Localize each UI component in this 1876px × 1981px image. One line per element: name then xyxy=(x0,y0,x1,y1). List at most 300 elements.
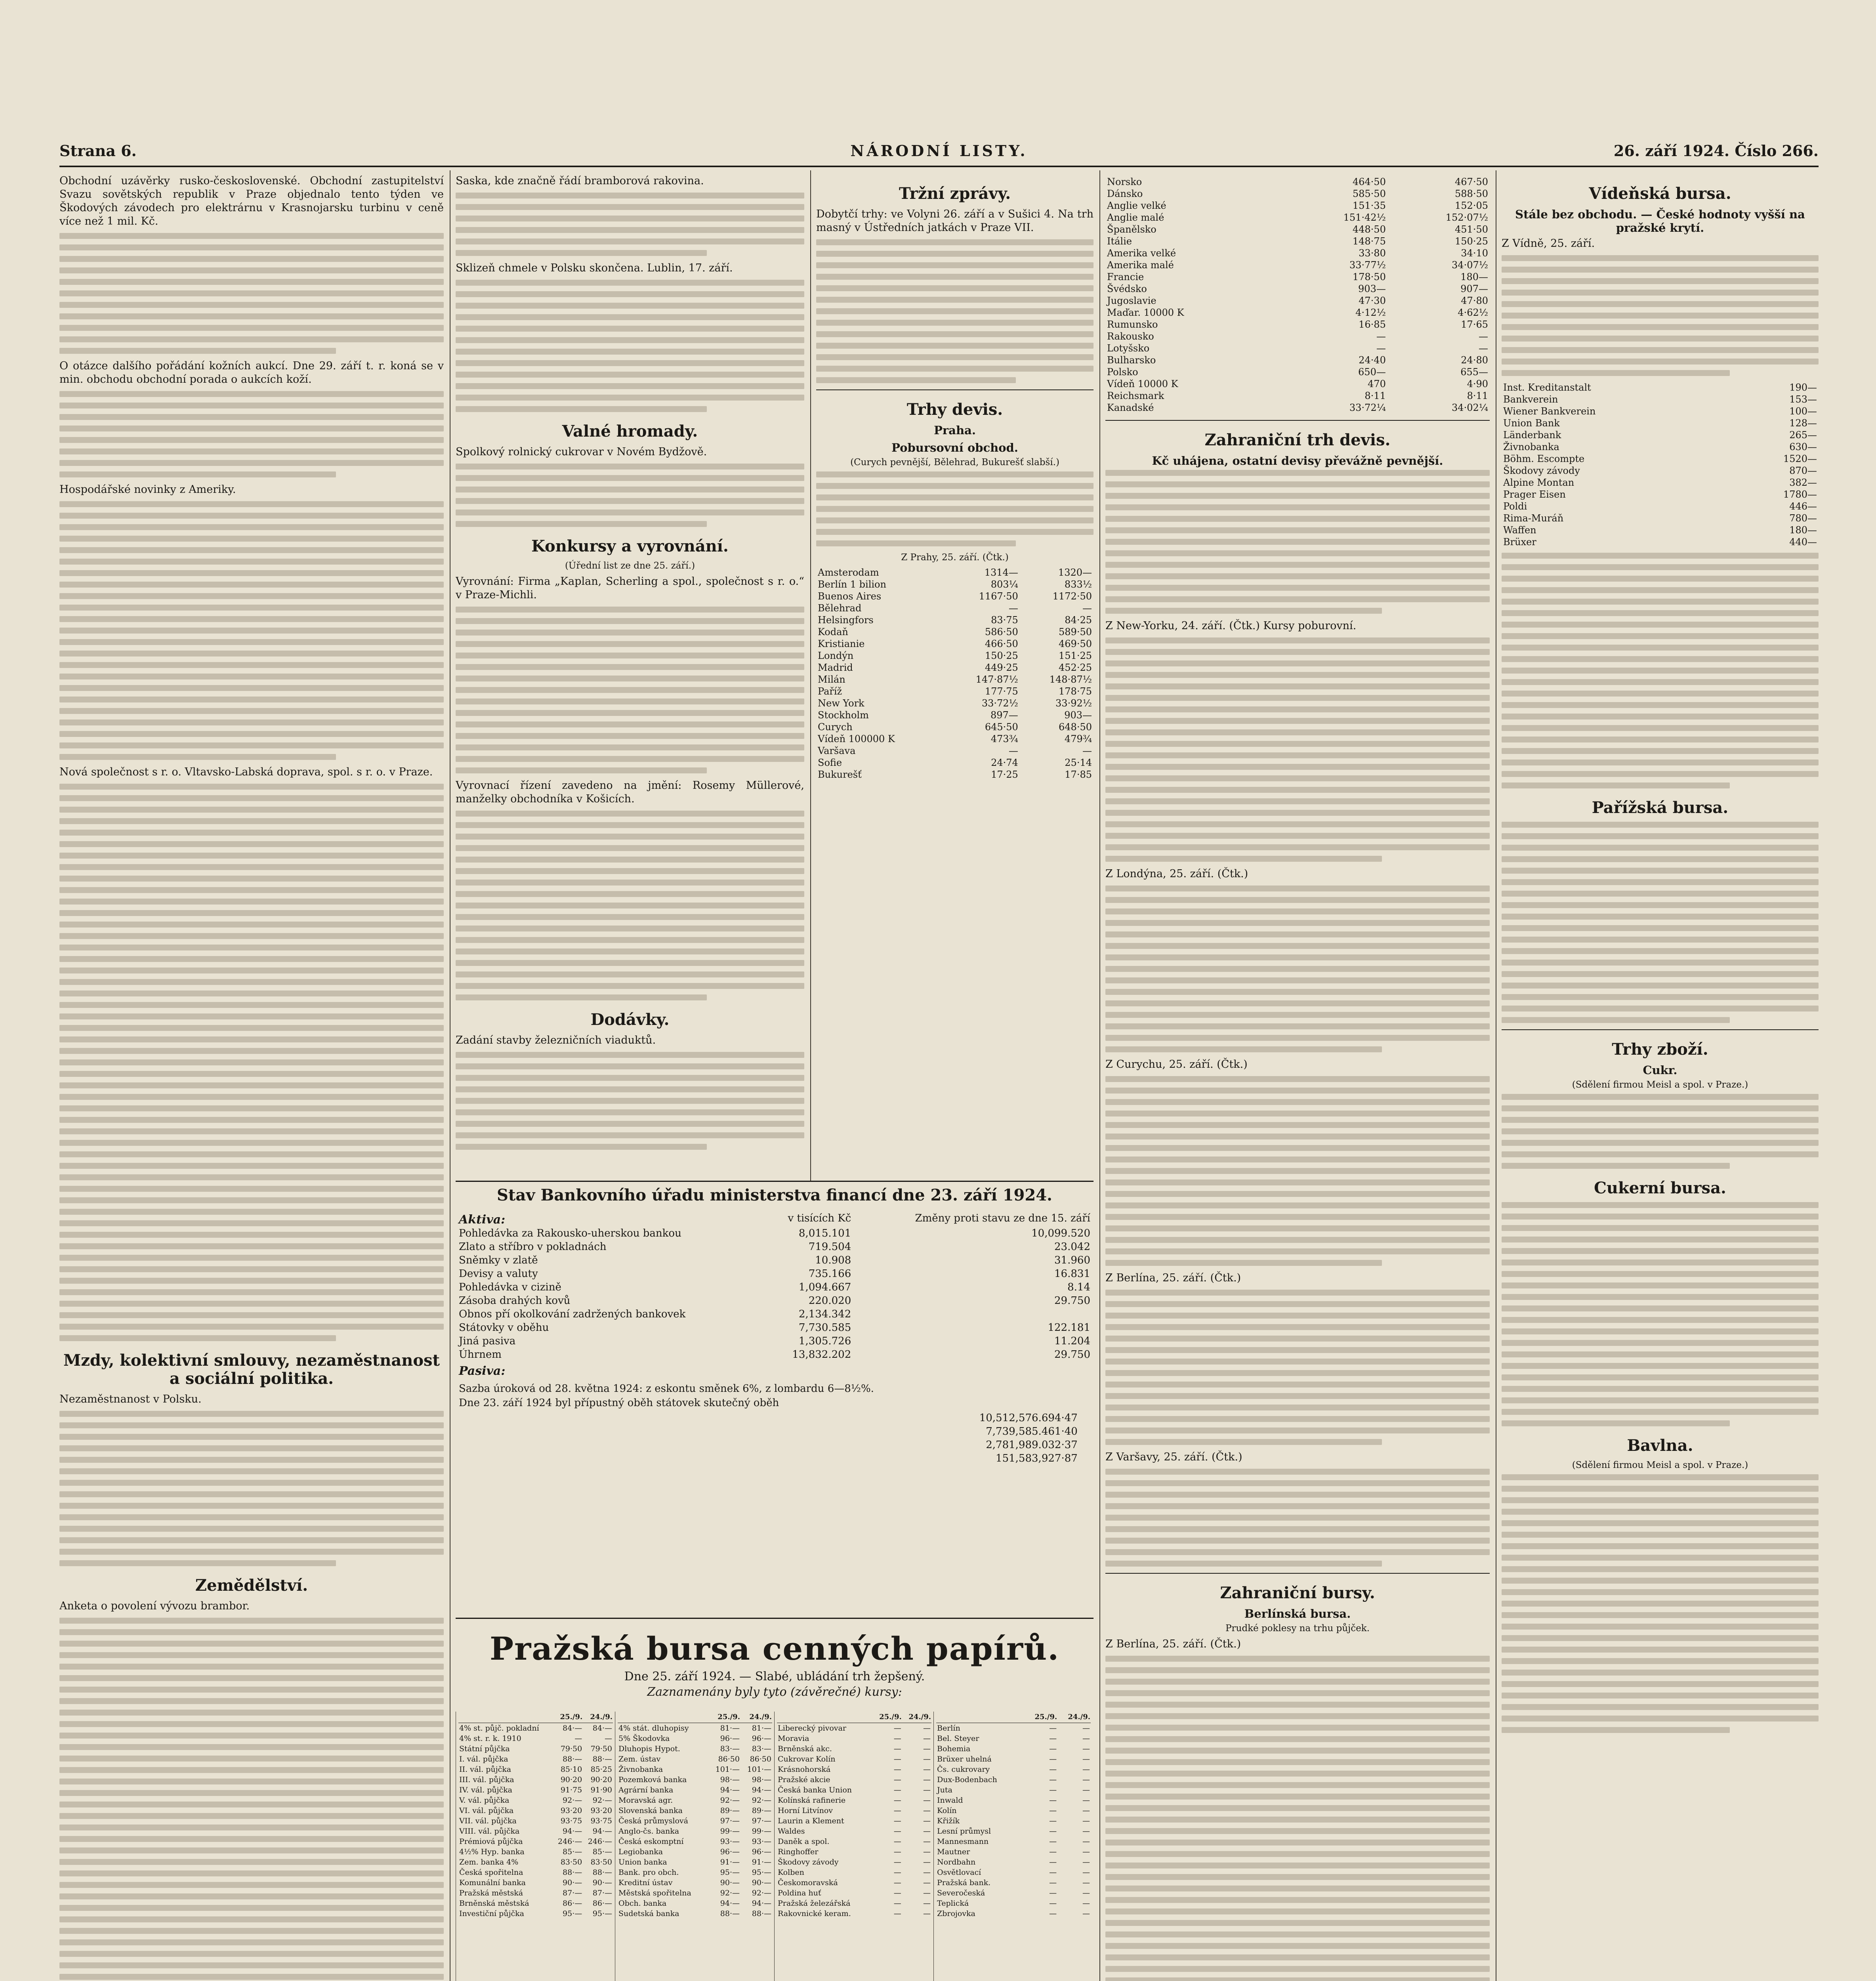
section-subheading: Stále bez obchodu. — České hodnoty vyšší na pražské krytí. xyxy=(1515,208,1805,235)
fx-row xyxy=(1105,354,1490,366)
row-value: — xyxy=(923,1744,931,1753)
row-value: 382— xyxy=(1789,477,1817,488)
row-label: Inwald xyxy=(937,1796,963,1805)
bourse-row xyxy=(777,1805,931,1816)
row-value: 589·50 xyxy=(1059,626,1092,637)
row-value: 803¼ xyxy=(990,579,1018,590)
quote-row xyxy=(1502,393,1819,405)
row-value: 246·— xyxy=(588,1837,612,1846)
row-label: Městská spořitelna xyxy=(618,1889,691,1897)
section-heading: Trhy devis. xyxy=(907,400,1003,419)
row-label: Českomoravská xyxy=(778,1878,838,1887)
rate-note: Sazba úroková od 28. května 1924: z eskontu směnek 6%, z lombardu 6—8½%. xyxy=(459,1383,874,1395)
section-heading: Dodávky. xyxy=(590,1010,670,1029)
row-value: 93·75 xyxy=(590,1817,612,1825)
row-value: — xyxy=(923,1765,931,1774)
row-value: — xyxy=(1049,1889,1057,1897)
row-value: 148·75 xyxy=(1352,236,1386,247)
bourse-row xyxy=(618,1754,772,1764)
row-label: Rumunsko xyxy=(1107,319,1158,330)
row-value: — xyxy=(893,1765,901,1774)
fx-row xyxy=(816,721,1094,733)
row-label: Stockholm xyxy=(818,710,869,721)
row-value: 94·— xyxy=(720,1786,740,1794)
row-label: Živnobanka xyxy=(618,1765,663,1774)
bourse-row xyxy=(936,1826,1091,1836)
bourse-row xyxy=(777,1795,931,1805)
section-heading: Tržní zprávy. xyxy=(899,184,1011,203)
row-label: Lotyšsko xyxy=(1107,343,1150,354)
row-label: Pozemková banka xyxy=(618,1775,687,1784)
row-label: Norsko xyxy=(1107,176,1142,187)
bourse-row xyxy=(458,1795,613,1805)
article-paragraph: Z Berlína, 25. září. (Čtk.) xyxy=(1105,1638,1241,1650)
fx-row xyxy=(1105,366,1490,378)
row-label: 4% stát. dluhopisy xyxy=(618,1724,689,1733)
row-value: 86·50 xyxy=(750,1755,771,1763)
row-value: — xyxy=(1049,1755,1057,1763)
row-label: Francie xyxy=(1107,271,1144,282)
row-label: Zem. ústav xyxy=(618,1755,661,1763)
sum-value: 10,512,576.694·47 xyxy=(979,1412,1078,1424)
row-value: 33·92½ xyxy=(1055,698,1092,709)
row-value: 90·20 xyxy=(560,1775,582,1784)
text-lines xyxy=(456,193,804,256)
quote-row xyxy=(1502,512,1819,524)
row-label: Sudetská banka xyxy=(618,1909,679,1918)
row-value: 31.960 xyxy=(1054,1254,1090,1266)
bourse-row xyxy=(777,1754,931,1764)
row-value: 96·— xyxy=(720,1734,740,1743)
quote-row xyxy=(1502,429,1819,441)
row-label: II. vál. půjčka xyxy=(459,1765,511,1774)
bourse-row xyxy=(618,1836,772,1847)
section-rule xyxy=(1105,420,1490,421)
row-value: 94·— xyxy=(720,1899,740,1908)
statement-title: Stav Bankovního úřadu ministerstva financí dne 23. září 1924. xyxy=(497,1186,1052,1204)
row-value: 34·02¼ xyxy=(1452,402,1488,413)
section-heading: Zahraniční bursy. xyxy=(1220,1584,1375,1602)
date-header: 24./9. xyxy=(1057,1712,1091,1723)
row-value: 93·20 xyxy=(560,1806,582,1815)
article-paragraph: Vyrovnání: Firma „Kaplan, Scherling a spol., společnost s r. o.“ v Praze-Michli. xyxy=(456,575,804,601)
row-value: 92·— xyxy=(752,1889,771,1897)
row-value: 147·87½ xyxy=(975,674,1018,685)
fx-row xyxy=(816,590,1094,602)
row-value: — xyxy=(893,1806,901,1815)
row-value: — xyxy=(1082,1775,1090,1784)
section-heading: Pařížská bursa. xyxy=(1592,798,1729,817)
section-subheading: (Úřední list ze dne 25. září.) xyxy=(565,561,695,571)
row-value: 85·— xyxy=(563,1847,582,1856)
text-lines xyxy=(1502,255,1819,376)
row-value: — xyxy=(1049,1868,1057,1877)
bourse-row xyxy=(458,1785,613,1795)
row-value: — xyxy=(923,1796,931,1805)
article-paragraph: Anketa o povolení vývozu brambor. xyxy=(59,1600,250,1612)
bourse-row xyxy=(618,1898,772,1908)
row-value: 780— xyxy=(1789,513,1817,524)
text-lines xyxy=(1105,1469,1490,1567)
bourse-row xyxy=(458,1805,613,1816)
quote-row xyxy=(1502,500,1819,512)
section-subheading: Cukr. xyxy=(1643,1063,1678,1077)
statement-row xyxy=(456,1281,1094,1294)
vienna-table xyxy=(1502,382,1819,548)
article-paragraph: Z Varšavy, 25. září. (Čtk.) xyxy=(1105,1451,1242,1463)
row-value: 4·62½ xyxy=(1458,307,1488,318)
bourse-row xyxy=(777,1744,931,1754)
row-value: 79·50 xyxy=(590,1744,612,1753)
bourse-row xyxy=(777,1836,931,1847)
row-label: Curych xyxy=(818,721,853,733)
row-value: 95·— xyxy=(752,1868,771,1877)
row-value: — xyxy=(923,1806,931,1815)
fx-row xyxy=(1105,402,1490,414)
statement-table xyxy=(456,1210,1094,1378)
row-label: Prager Eisen xyxy=(1503,489,1566,500)
fx-row xyxy=(1105,259,1490,271)
row-value: 178·50 xyxy=(1352,271,1386,282)
row-value: 17·85 xyxy=(1065,769,1092,780)
row-value: 10,099.520 xyxy=(1031,1227,1090,1239)
row-value: — xyxy=(1049,1765,1057,1774)
row-label: Horní Litvínov xyxy=(778,1806,833,1815)
bourse-row xyxy=(777,1816,931,1826)
row-value: 93·75 xyxy=(560,1817,582,1825)
row-value: — xyxy=(1479,331,1488,342)
row-value: 101·— xyxy=(715,1765,740,1774)
text-lines xyxy=(816,471,1094,546)
row-label: Londýn xyxy=(818,650,854,661)
row-value: 88·— xyxy=(752,1909,771,1918)
quote-row xyxy=(1502,417,1819,429)
row-value: 33·72¼ xyxy=(1349,402,1386,413)
statement-row xyxy=(456,1267,1094,1281)
row-label: Živnobanka xyxy=(1503,441,1559,452)
row-value: — xyxy=(1049,1909,1057,1918)
row-value: 86·50 xyxy=(718,1755,740,1763)
row-value: 97·— xyxy=(752,1817,771,1825)
row-label: Bukurešť xyxy=(818,769,862,780)
row-value: 86·— xyxy=(563,1899,582,1908)
bourse-row xyxy=(936,1867,1091,1878)
row-label: Inst. Kreditanstalt xyxy=(1503,382,1591,393)
fx-row xyxy=(816,733,1094,745)
text-lines xyxy=(1105,637,1490,862)
text-lines xyxy=(456,607,804,773)
row-value: 11.204 xyxy=(1054,1335,1090,1347)
bourse-row xyxy=(458,1878,613,1888)
row-value: — xyxy=(893,1724,901,1733)
header-rule xyxy=(59,166,1819,167)
bourse-row xyxy=(618,1795,772,1805)
row-value: — xyxy=(1082,1796,1090,1805)
row-value: — xyxy=(1082,1806,1090,1815)
row-value: 95·— xyxy=(592,1909,612,1918)
bourse-row xyxy=(618,1723,772,1734)
row-value: 47·80 xyxy=(1461,295,1488,306)
row-value: 88·— xyxy=(592,1755,612,1763)
row-value: 479¾ xyxy=(1064,733,1092,744)
section-heading: Vídeňská bursa. xyxy=(1589,184,1731,203)
row-label: V. vál. půjčka xyxy=(459,1796,510,1805)
fx-row xyxy=(816,685,1094,697)
bourse-row xyxy=(936,1805,1091,1816)
text-lines xyxy=(1502,1094,1819,1169)
row-label: Pohledávka v cizině xyxy=(459,1281,561,1293)
bourse-row xyxy=(777,1908,931,1919)
bourse-row xyxy=(458,1816,613,1826)
row-value: — xyxy=(1082,1817,1090,1825)
row-label: Severočeská xyxy=(937,1889,985,1897)
bourse-column xyxy=(933,1712,1091,1981)
row-value: 85·25 xyxy=(590,1765,612,1774)
row-label: Švédsko xyxy=(1107,283,1147,294)
row-value: 98·— xyxy=(752,1775,771,1784)
row-label: Mautner xyxy=(937,1847,970,1856)
row-value: 87·— xyxy=(592,1889,612,1897)
column-1 xyxy=(59,174,444,1981)
row-value: — xyxy=(1082,1868,1090,1877)
fx-row xyxy=(816,697,1094,709)
row-label: Kanadské xyxy=(1107,402,1154,413)
bourse-row xyxy=(777,1847,931,1857)
row-value: — xyxy=(1049,1724,1057,1733)
row-value: — xyxy=(893,1786,901,1794)
circulation-sums xyxy=(698,1411,1081,1465)
text-lines xyxy=(456,1052,804,1150)
article-paragraph: Zadání stavby železničních viaduktů. xyxy=(456,1034,656,1046)
row-label: Bankverein xyxy=(1503,394,1558,405)
row-value: 151·25 xyxy=(1059,650,1092,661)
row-label: Madrid xyxy=(818,662,853,673)
fx-row xyxy=(1105,176,1490,188)
row-value: 10.908 xyxy=(815,1254,851,1266)
section-subheading: Berlínská bursa. xyxy=(1244,1607,1351,1620)
row-label: Zbrojovka xyxy=(937,1909,975,1918)
row-label: Osvětlovací xyxy=(937,1868,981,1877)
row-label: Devisy a valuty xyxy=(459,1268,538,1280)
bourse-row xyxy=(936,1888,1091,1898)
bourse-row xyxy=(936,1744,1091,1754)
bank-statement xyxy=(456,1181,1094,1619)
quote-row xyxy=(1502,524,1819,536)
row-value: 655— xyxy=(1460,366,1488,378)
text-lines xyxy=(1502,822,1819,1023)
row-value: — xyxy=(923,1889,931,1897)
row-label: Bank. pro obch. xyxy=(618,1868,679,1877)
circulation-note: Dne 23. září 1924 byl přípustný oběh státovek skutečný oběh xyxy=(459,1397,779,1409)
row-value: 1172·50 xyxy=(1052,591,1092,602)
row-value: 7,730.585 xyxy=(798,1322,851,1334)
row-value: 151·35 xyxy=(1352,200,1386,211)
bourse-row xyxy=(458,1764,613,1775)
row-label: Komunální banka xyxy=(459,1878,526,1887)
statement-row xyxy=(456,1307,1094,1321)
fx-row xyxy=(816,674,1094,685)
row-value: 94·— xyxy=(752,1899,771,1908)
bourse-note: Zaznamenány byly tyto (závěrečné) kursy: xyxy=(647,1685,902,1699)
row-value: 464·50 xyxy=(1352,176,1386,187)
row-label: Brüxer xyxy=(1503,536,1536,548)
text-lines xyxy=(1502,1202,1819,1426)
text-lines xyxy=(1502,553,1819,788)
text-lines xyxy=(816,239,1094,383)
row-value: 122.181 xyxy=(1048,1322,1090,1334)
row-value: 17·65 xyxy=(1461,319,1488,330)
bourse-row xyxy=(777,1898,931,1908)
row-value: 180— xyxy=(1460,271,1488,282)
row-value: — xyxy=(923,1755,931,1763)
bourse-column xyxy=(774,1712,931,1981)
row-value: — xyxy=(893,1878,901,1887)
bourse-row xyxy=(936,1836,1091,1847)
row-value: — xyxy=(1082,603,1092,614)
fx-row xyxy=(816,638,1094,650)
row-value: — xyxy=(1082,1889,1090,1897)
row-value: 1167·50 xyxy=(979,591,1018,602)
row-label: Pražské akcie xyxy=(778,1775,830,1784)
row-value: 84·25 xyxy=(1065,615,1092,626)
row-value: 93·— xyxy=(720,1837,740,1846)
row-value: 91·90 xyxy=(590,1786,612,1794)
row-label: Brněnská akc. xyxy=(778,1744,832,1753)
row-value: — xyxy=(1082,1724,1090,1733)
row-value: — xyxy=(893,1817,901,1825)
row-label: Vídeň 10000 K xyxy=(1107,378,1178,389)
row-label: Bulharsko xyxy=(1107,355,1156,366)
row-value: 81·— xyxy=(720,1724,740,1733)
row-value: 25·14 xyxy=(1065,757,1092,768)
row-value: — xyxy=(1049,1734,1057,1743)
row-label: Bělehrad xyxy=(818,603,862,614)
row-value: — xyxy=(923,1724,931,1733)
date-header: 25./9. xyxy=(873,1712,902,1723)
text-lines xyxy=(1105,1656,1490,1981)
article-paragraph: Z Berlína, 25. září. (Čtk.) xyxy=(1105,1272,1241,1284)
row-value: 190— xyxy=(1789,382,1817,393)
row-label: Anglie malé xyxy=(1107,212,1164,223)
row-label: Waldes xyxy=(778,1827,805,1836)
text-lines xyxy=(1105,886,1490,1052)
row-value: 91·— xyxy=(720,1858,740,1866)
row-label: Vídeň 100000 K xyxy=(818,733,895,744)
row-value: — xyxy=(893,1827,901,1836)
row-value: — xyxy=(1082,1837,1090,1846)
quote-row xyxy=(1502,453,1819,465)
row-label: Úhrnem xyxy=(459,1349,502,1361)
row-label: Rakovnické keram. xyxy=(778,1909,851,1918)
column-3 xyxy=(816,174,1094,1173)
row-value: 150·25 xyxy=(1455,236,1488,247)
text-lines xyxy=(1105,1290,1490,1445)
column-header: Změny proti stavu ze dne 15. září xyxy=(915,1212,1090,1224)
row-value: 1,305.726 xyxy=(798,1335,851,1347)
row-value: 24·40 xyxy=(1359,355,1386,366)
row-label: Rima-Muráň xyxy=(1503,513,1564,524)
section-rule xyxy=(1502,1029,1819,1030)
row-label: 4% st. půjč. pokladní xyxy=(459,1724,539,1733)
section-heading: Trhy zboží. xyxy=(1612,1040,1708,1059)
section-heading: Konkursy a vyrovnání. xyxy=(531,537,729,555)
quote-row xyxy=(1502,441,1819,453)
row-value: — xyxy=(1049,1847,1057,1856)
section-heading: Zahraniční trh devis. xyxy=(1204,431,1391,449)
masthead: NÁRODNÍ LISTY. xyxy=(850,142,1028,160)
bourse-row xyxy=(618,1857,772,1867)
row-value: 585·50 xyxy=(1352,188,1386,199)
text-lines xyxy=(59,1411,444,1566)
row-value: 96·— xyxy=(752,1847,771,1856)
row-value: — xyxy=(923,1909,931,1918)
quote-row xyxy=(1502,477,1819,489)
row-value: — xyxy=(893,1837,901,1846)
row-label: Pražská bank. xyxy=(937,1878,991,1887)
row-value: 907— xyxy=(1460,283,1488,294)
row-value: 84·— xyxy=(563,1724,582,1733)
row-value: 1780— xyxy=(1783,489,1817,500)
row-value: 8.14 xyxy=(1067,1281,1090,1293)
row-value: — xyxy=(1082,1827,1090,1836)
row-label: Brüxer uhelná xyxy=(937,1755,992,1763)
fx-row xyxy=(816,578,1094,590)
statement-row xyxy=(456,1240,1094,1254)
row-label: Waffen xyxy=(1503,525,1536,536)
bourse-row xyxy=(936,1908,1091,1919)
row-label: Berlín xyxy=(937,1724,960,1733)
bourse-row xyxy=(618,1733,772,1744)
row-label: Reichsmark xyxy=(1107,390,1164,401)
row-value: — xyxy=(923,1786,931,1794)
section-rule xyxy=(1105,1573,1490,1574)
row-value: — xyxy=(1049,1806,1057,1815)
row-value: 23.042 xyxy=(1054,1241,1090,1253)
row-value: 8·11 xyxy=(1365,390,1386,401)
row-value: — xyxy=(923,1827,931,1836)
row-label: Zem. banka 4% xyxy=(459,1858,519,1866)
bourse-row xyxy=(777,1878,931,1888)
quote-row xyxy=(1502,536,1819,548)
bourse-row xyxy=(618,1744,772,1754)
row-value: 90·— xyxy=(592,1878,612,1887)
row-value: 95·— xyxy=(563,1909,582,1918)
row-value: 903— xyxy=(1358,283,1386,294)
row-label: Amerika velké xyxy=(1107,248,1176,259)
bourse-row xyxy=(936,1898,1091,1908)
row-value: — xyxy=(1082,1744,1090,1753)
fx-row xyxy=(1105,235,1490,247)
text-lines xyxy=(1502,1474,1819,1733)
row-value: 220.020 xyxy=(808,1295,851,1307)
row-value: — xyxy=(1049,1775,1057,1784)
row-label: Juta xyxy=(937,1786,952,1794)
row-label: Česká průmyslová xyxy=(618,1817,688,1825)
bourse-row xyxy=(936,1878,1091,1888)
row-value: 2,134.342 xyxy=(798,1308,851,1320)
assets-label: Aktiva: xyxy=(459,1213,506,1227)
article-paragraph: Z Vídně, 25. září. xyxy=(1502,237,1595,250)
row-label: Union Bank xyxy=(1503,418,1560,429)
row-label: Berlín 1 bilion xyxy=(818,579,886,590)
article-paragraph: Nezaměstnanost v Polsku. xyxy=(59,1393,202,1405)
row-label: Legiobanka xyxy=(618,1847,663,1856)
sum-value: 151,583,927·87 xyxy=(996,1452,1078,1464)
section-subheading: Praha. xyxy=(934,424,976,437)
row-value: 448·50 xyxy=(1352,224,1386,235)
bourse-row xyxy=(618,1775,772,1785)
text-lines xyxy=(59,501,444,760)
